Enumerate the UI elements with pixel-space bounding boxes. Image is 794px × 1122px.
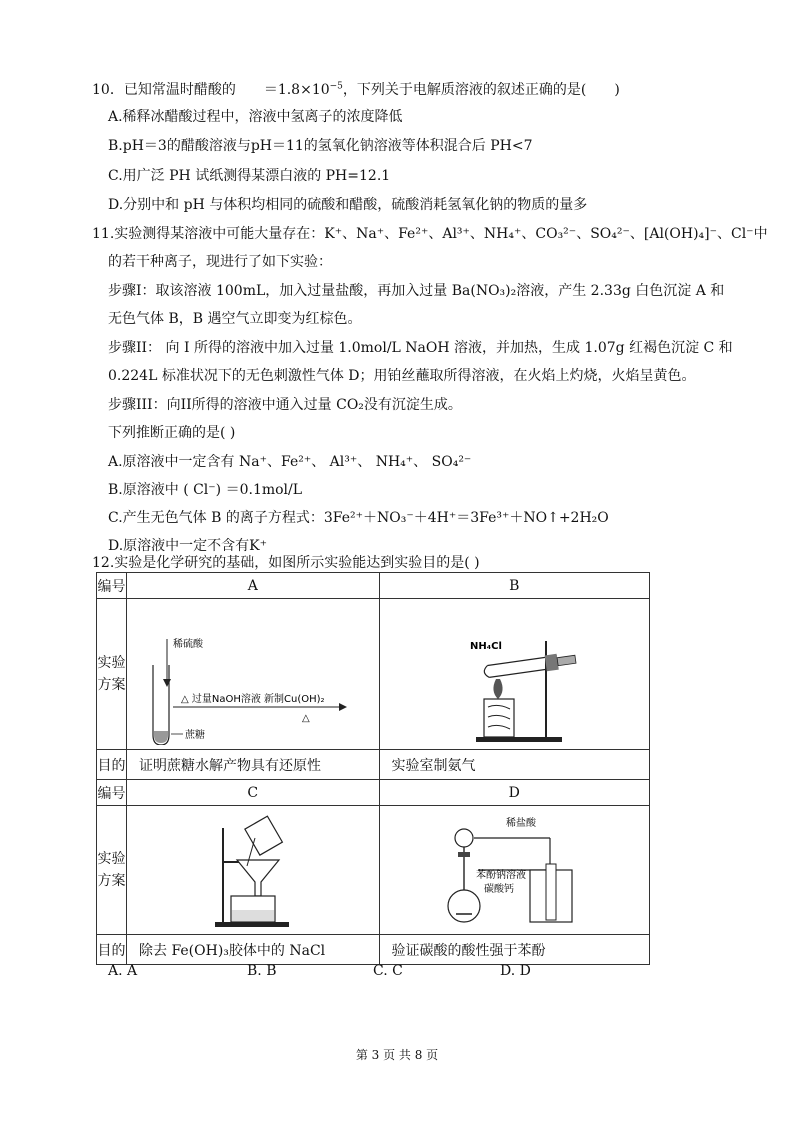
q11-step1-cont: 无色气体 B，B 遇空气立即变为红棕色。 xyxy=(108,311,362,327)
header-goal-2: 目的 xyxy=(97,935,127,965)
figure-a xyxy=(127,599,380,750)
filtration-diagram xyxy=(127,806,377,930)
test-tube-icon xyxy=(546,864,556,920)
page-footer: 第 3 页 共 8 页 xyxy=(355,1048,439,1062)
clamp-icon xyxy=(544,654,558,672)
q12-option-b: B. B xyxy=(247,963,277,979)
label-sucrose: 蔗糖 xyxy=(185,730,205,741)
label-heat: △ xyxy=(302,713,310,724)
q11-step1: 步骤I：取该溶液 100mL，加入过量盐酸，再加入过量 Ba(NO₃)₂溶液，产生 2.33g 白色沉淀 A 和 xyxy=(108,283,725,299)
q12-stem: 12.实验是化学研究的基础，如图所示实验能达到实验目的是( ) xyxy=(92,555,480,571)
iron-stand-base xyxy=(476,737,562,742)
figure-c xyxy=(127,806,380,935)
header-goal: 目的 xyxy=(97,750,127,780)
ammonia-preparation-diagram xyxy=(380,599,648,745)
label-sodium-phenolate: 苯酚钠溶液 xyxy=(475,870,526,881)
separatory-funnel-icon xyxy=(455,829,473,847)
q11-option-c: C.产生无色气体 B 的离子方程式：3Fe²⁺＋NO₃⁻＋4H⁺＝3Fe³⁺＋NO↑+2H₂O xyxy=(108,510,609,526)
figure-d xyxy=(379,806,650,935)
q12-option-a: A. A xyxy=(108,963,138,979)
stopper-icon xyxy=(557,655,576,665)
round-flask-icon xyxy=(448,890,480,922)
goal-d: 验证碳酸的酸性强于苯酚 xyxy=(379,935,650,965)
goal-a: 证明蔗糖水解产物具有还原性 xyxy=(127,750,380,780)
label-dilute-sulfuric-acid: 稀硫酸 xyxy=(173,639,203,650)
column-label-a: A xyxy=(127,573,380,599)
q11-step2-cont: 0.224L 标准状况下的无色刺激性气体 D；用铂丝蘸取所得溶液，在火焰上灼烧，火焰呈黄色。 xyxy=(108,368,696,384)
sucrose-hydrolysis-diagram xyxy=(127,599,377,745)
acidity-comparison-diagram xyxy=(380,806,648,930)
test-tube-icon xyxy=(483,666,489,678)
column-label-b: B xyxy=(379,573,650,599)
q11-option-d: D.原溶液中一定不含有K⁺ xyxy=(108,538,268,554)
label-nh4cl: NH₄Cl xyxy=(469,641,502,652)
q11-stem: 11.实验测得某溶液中可能大量存在：K⁺、Na⁺、Fe²⁺、Al³⁺、NH₄⁺、CO₃²⁻、SO₄²⁻、[Al(OH)₄]⁻、Cl⁻中 xyxy=(92,226,768,242)
label-calcium-carbonate: 碳酸钙 xyxy=(483,884,514,895)
funnel-icon xyxy=(237,860,279,896)
q12-option-d: D. D xyxy=(500,963,531,979)
q10-option-b: B.pH＝3的醋酸溶液与pH＝11的氢氧化钠溶液等体积混合后 PH<7 xyxy=(108,138,533,154)
header-plan: 实验方案 xyxy=(97,599,127,750)
q10-option-a: A.稀释冰醋酸过程中，溶液中氢离子的浓度降低 xyxy=(108,109,403,125)
figure-b xyxy=(379,599,650,750)
header-number-2: 编号 xyxy=(97,780,127,806)
alcohol-lamp-icon xyxy=(484,699,514,737)
header-number: 编号 xyxy=(97,573,127,599)
q11-option-a: A.原溶液中一定含有 Na⁺、Fe²⁺、 Al³⁺、 NH₄⁺、 SO₄²⁻ xyxy=(108,454,472,470)
q11-ask: 下列推断正确的是( ) xyxy=(108,425,236,441)
sucrose-sample-icon xyxy=(154,731,168,743)
label-process-steps: △ 过量NaOH溶液 新制Cu(OH)₂ xyxy=(181,694,325,705)
q11-option-b: B.原溶液中 ( Cl⁻) ＝0.1mol/L xyxy=(108,482,303,498)
q10-stem: 10．已知常温时醋酸的 $=1.8\times 10^{-5}$，下列关于电解质溶液的叙述正确的是( ) xyxy=(92,81,620,98)
goal-b: 实验室制氨气 xyxy=(379,750,650,780)
q10-option-d: D.分别中和 pH 与体积均相同的硫酸和醋酸，硫酸消耗氢氧化钠的物质的量多 xyxy=(108,197,588,213)
q12-option-c: C. C xyxy=(373,963,403,979)
q11-stem-cont: 的若干种离子，现进行了如下实验： xyxy=(108,254,332,270)
stopcock-icon xyxy=(458,852,470,857)
column-label-d: D xyxy=(379,780,650,806)
experiment-table xyxy=(96,572,650,965)
iron-stand-base xyxy=(215,922,289,927)
header-plan-2: 实验方案 xyxy=(97,806,127,935)
flame-icon xyxy=(493,679,502,699)
q10-option-c: C.用广泛 PH 试纸测得某漂白液的 PH=12.1 xyxy=(108,168,391,184)
column-label-c: C xyxy=(127,780,380,806)
goal-c: 除去 Fe(OH)₃胶体中的 NaCl xyxy=(127,935,380,965)
pouring-beaker-icon xyxy=(245,816,283,855)
q11-step3: 步骤III：向II所得的溶液中通入过量 CO₂没有沉淀生成。 xyxy=(108,397,462,413)
q11-step2: 步骤II： 向 I 所得的溶液中加入过量 1.0mol/L NaOH 溶液，并加热，生成 1.07g 红褐色沉淀 C 和 xyxy=(108,340,733,356)
label-dilute-hydrochloric-acid: 稀盐酸 xyxy=(505,818,536,829)
